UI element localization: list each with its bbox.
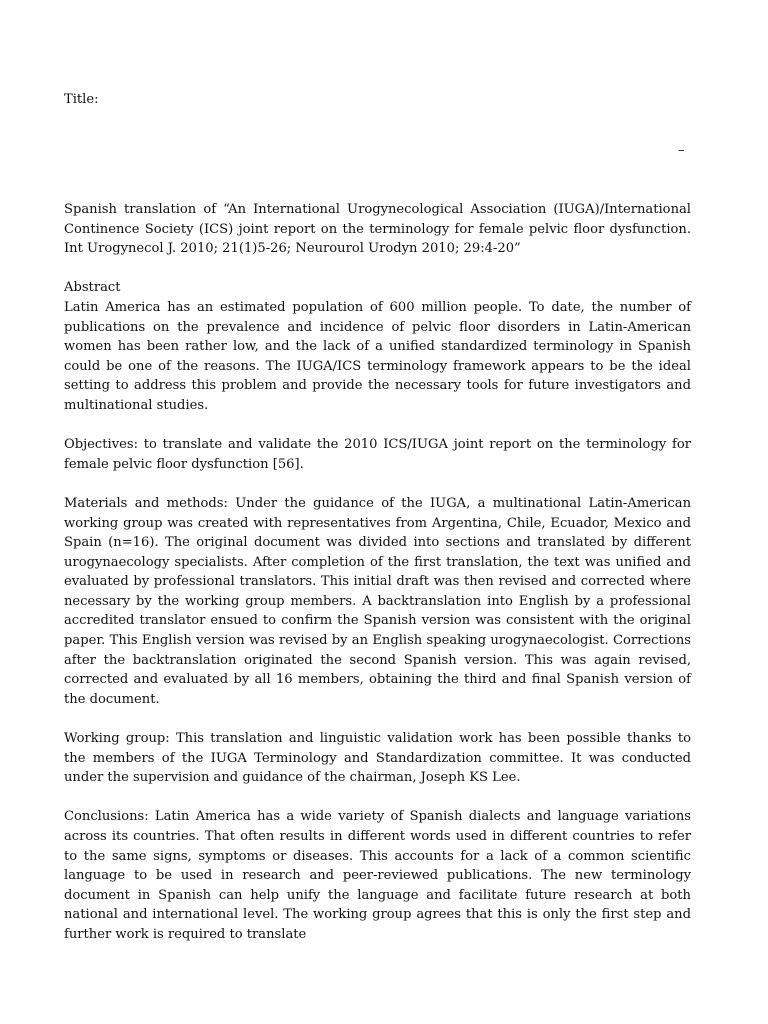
abstract-paragraph: Latin America has an estimated population of 600 million people. To date, the number of publications on the prevalence and incidence of pelvic floor disorders in Latin-American women has been rather low, and the lack of a unified standardized terminology in Spanish could be one of the reasons. The IUGA/ICS terminology framework appears to be the ideal setting to address this problem and provide the necessary tools for future investigators and multinational studies. <box>64 299 691 413</box>
working-group-paragraph: Working group: This translation and linguistic validation work has been possible thanks to the members of the IUGA Terminology and Standardization committee. It was conducted under the supervision and guidance of the chairman, Joseph KS Lee. <box>64 731 691 786</box>
methods-paragraph: Materials and methods: Under the guidance of the IUGA, a multinational Latin-American working group was created with representatives from Argentina, Chile, Ecuador, Mexico and Spain (n=16). The original document was divided into sections and translated by different urogynaecology specialists. After completion of the first translation, the text was unified and evaluated by professional translators. This initial draft was then revised and corrected where necessary by the working group members. A backtranslation into English by a professional accredited translator ensued to confirm the Spanish version was consistent with the original paper. This English version was revised by an English speaking urogynaecologist. Corrections after the backtranslation originated the second Spanish version. This was again revised, corrected and evaluated by all 16 members, obtaining the third and final Spanish version of the document. <box>64 495 691 707</box>
document-body <box>64 200 691 964</box>
abstract-heading: Abstract <box>64 280 121 296</box>
title-dash: – <box>678 143 685 158</box>
citation-paragraph: Spanish translation of “An International Urogynecological Association (IUGA)/International Continence Society (ICS) joint report on the terminology for female pelvic floor dysfunction. Int Urogynecol J. 2010; 21(1)5-26; Neurourol Urodyn 2010; 29:4-20” <box>64 202 691 257</box>
conclusions-paragraph: Conclusions: Latin America has a wide variety of Spanish dialects and language variations across its countries. That often results in different words used in different countries to refer to the same signs, symptoms or diseases. This accounts for a lack of a common scientific language to be used in research and peer-reviewed publications. The new terminology document in Spanish can help unify the language and facilitate future research at both national and international level. The working group agrees that this is only the first step and further work is required to translate <box>64 809 691 942</box>
title-label: Title: <box>64 92 99 107</box>
objectives-paragraph: Objectives: to translate and validate the 2010 ICS/IUGA joint report on the terminology for female pelvic floor dysfunction [56]. <box>64 437 691 472</box>
